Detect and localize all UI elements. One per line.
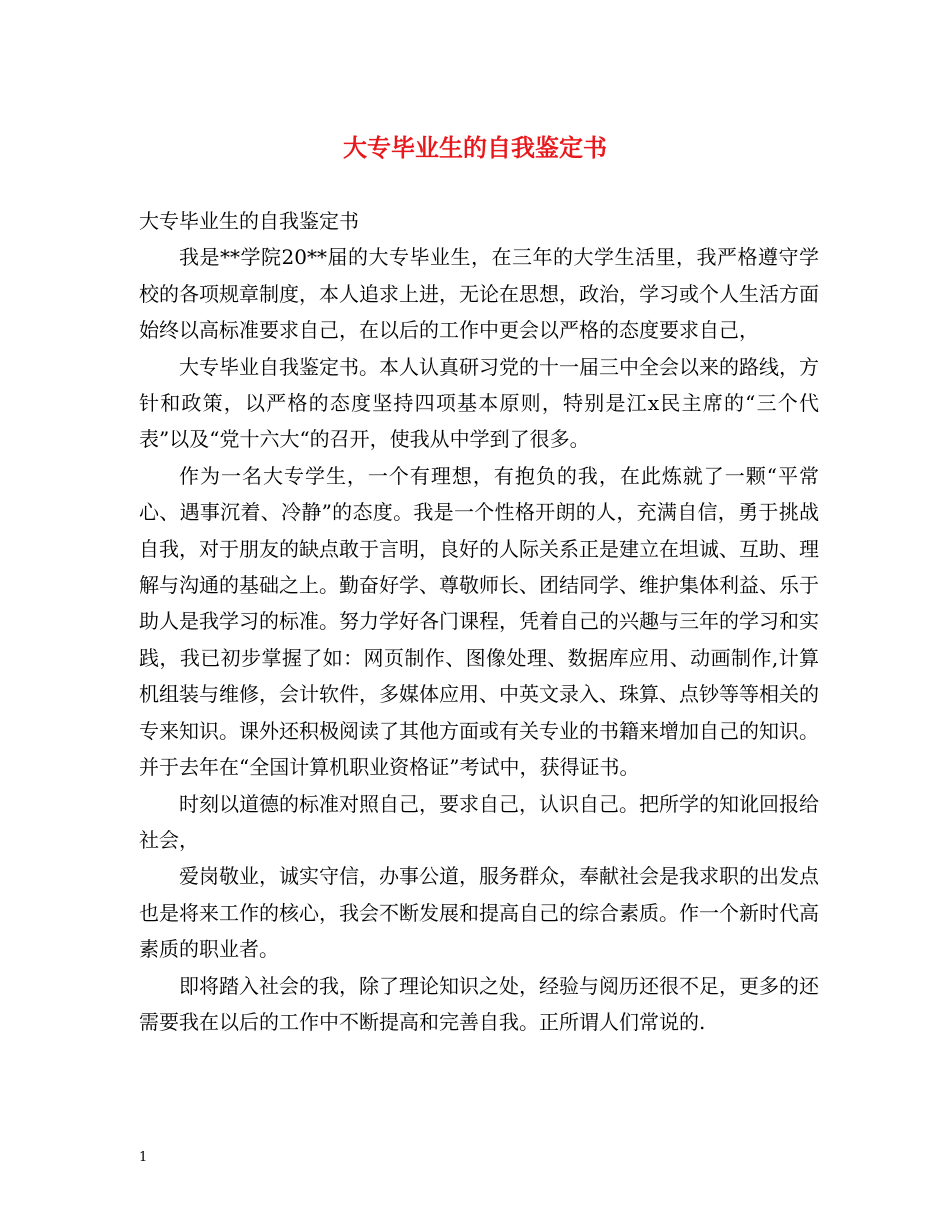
document-body: [139, 203, 819, 1040]
paragraph-3: 作为一名大专学生，一个有理想，有抱负的我，在此炼就了一颗“平常心、遇事沉着、冷静”的态度。我是一个性格开朗的人，充满自信，勇于挑战自我，对于朋友的缺点敢于言明，良好的人际关系正是建立在坦诚、互助、理解与沟通的基础之上。勤奋好学、尊敬师长、团结同学、维护集体利益、乐于助人是我学习的标准。努力学好各门课程，凭着自己的兴趣与三年的学习和实践，我已初步掌握了如：网页制作、图像处理、数据库应用、动画制作,计算机组装与维修，会计软件，多媒体应用、中英文录入、珠算、点钞等等相关的专来知识。课外还积极阅读了其他方面或有关专业的书籍来增加自己的知识。并于去年在“全国计算机职业资格证”考试中，获得证书。: [139, 463, 819, 780]
document-subtitle: 大专毕业生的自我鉴定书: [139, 209, 359, 233]
paragraph-2: 大专毕业自我鉴定书。本人认真研习党的十一届三中全会以来的路线，方针和政策，以严格的态度坚持四项基本原则，特别是江x民主席的“三个代表”以及“党十六大“的召开，使我从中学到了很多。: [139, 354, 819, 452]
paragraph-4: 时刻以道德的标准对照自己，要求自己，认识自己。把所学的知讹回报给社会，: [139, 791, 819, 852]
paragraph-1: 我是**学院20**届的大专毕业生，在三年的大学生活里，我严格遵守学校的各项规章制度，本人追求上进，无论在思想，政治，学习或个人生活方面始终以高标准要求自己，在以后的工作中更会以严格的态度要求自己，: [139, 245, 819, 343]
paragraph-5: 爱岗敬业，诚实守信，办事公道，服务群众，奉献社会是我求职的出发点也是将来工作的核心，我会不断发展和提高自己的综合素质。作一个新时代高素质的职业者。: [139, 864, 819, 962]
paragraph-6: 即将踏入社会的我，除了理论知识之处，经验与阅历还很不足，更多的还需要我在以后的工作中不断提高和完善自我。正所谓人们常说的.: [139, 973, 819, 1034]
page-number: 1: [139, 1150, 148, 1165]
document-title: 大专毕业生的自我鉴定书: [343, 133, 607, 162]
